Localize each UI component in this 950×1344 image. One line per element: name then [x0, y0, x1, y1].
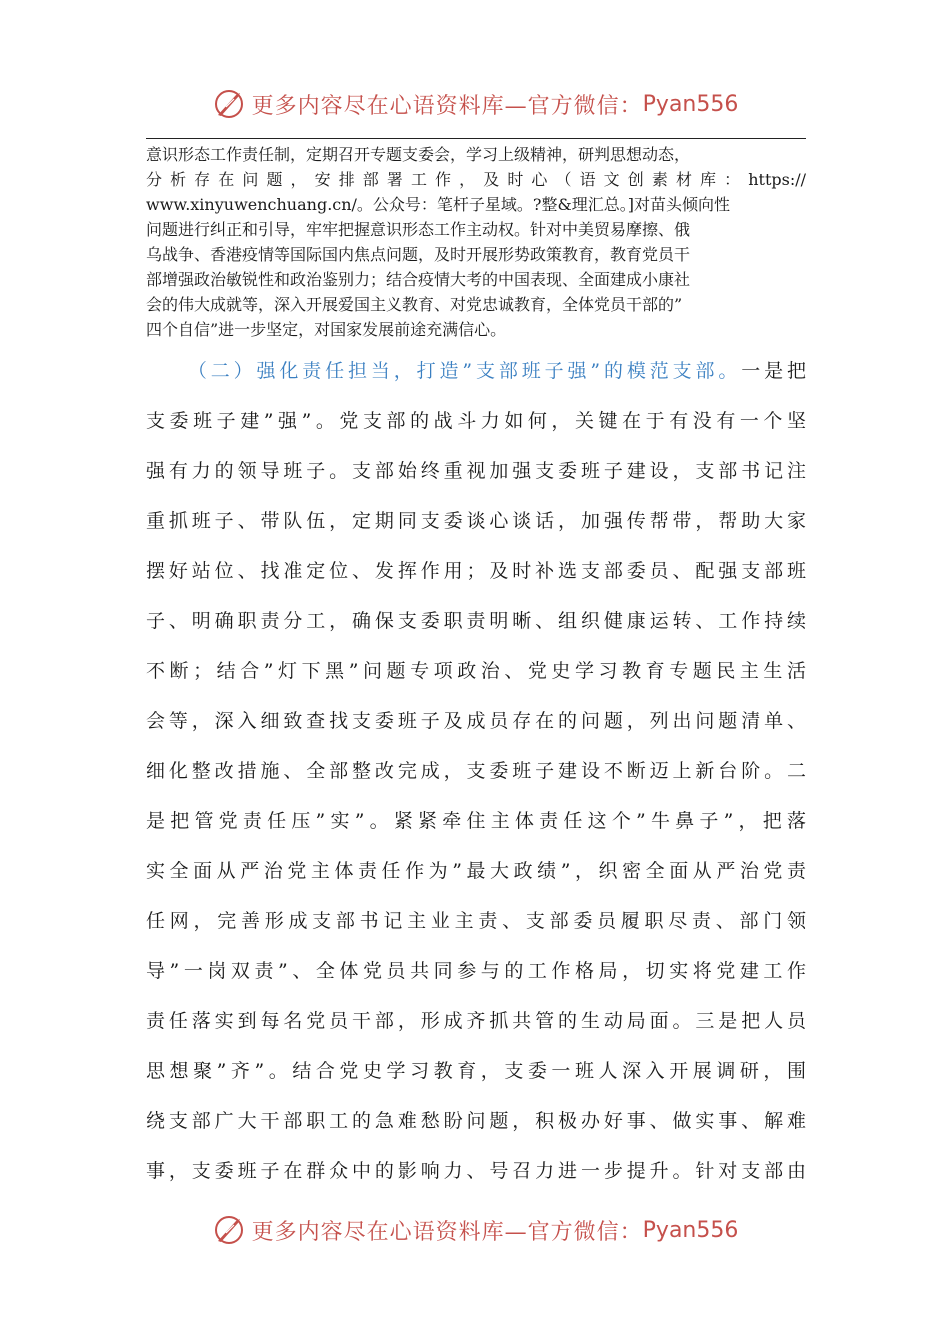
text-line: 乌战争、香港疫情等国际国内焦点问题，及时开展形势政策教育，教育党员干 — [146, 245, 691, 264]
banner-wechat-id: Pyan556 — [642, 1217, 739, 1243]
text-line: 事，支委班子在群众中的影响力、号召力进一步提升。针对支部由 — [146, 1160, 806, 1182]
text-line: 任网，完善形成支部书记主业主责、支部委员履职尽责、部门领 — [146, 910, 806, 932]
text-line: 会的伟大成就等，深入开展爱国主义教育、对党忠诚教育，全体党员干部的” — [146, 295, 683, 314]
text-line: 支委班子建”强”。党支部的战斗力如何，关键在于有没有一个坚 — [146, 410, 806, 432]
text-line: 摆好站位、找准定位、发挥作用；及时补选支部委员、配强支部班 — [146, 560, 806, 582]
text-line: 子、明确职责分工，确保支委职责明晰、组织健康运转、工作持续 — [146, 610, 806, 632]
text-line: 部增强政治敏锐性和政治鉴别力；结合疫情大考的中国表现、全面建成小康社 — [146, 270, 691, 289]
quill-logo-icon — [212, 1213, 246, 1247]
section-heading: （二）强化责任担当，打造”支部班子强”的模范支部。 — [184, 360, 742, 382]
text-line: 是把管党责任压”实”。紧紧牵住主体责任这个”牛鼻子”，把落 — [146, 810, 806, 832]
text-line: 思想聚”齐”。结合党史学习教育，支委一班人深入开展调研，围 — [146, 1060, 806, 1082]
text-line: 不断；结合”灯下黑”问题专项政治、党史学习教育专题民主生活 — [146, 660, 806, 682]
text-line: 问题进行纠正和引导，牢牢把握意识形态工作主动权。针对中美贸易摩擦、俄 — [146, 220, 691, 239]
text-line: 强有力的领导班子。支部始终重视加强支委班子建设，支部书记注 — [146, 460, 806, 482]
text-line: www.xinyuwenchuang.cn/。公众号：笔杆子星域。?整&理汇总。]对苗头倾向性 — [146, 195, 730, 214]
quill-logo-icon — [212, 87, 246, 121]
header-divider — [146, 138, 806, 139]
text-line: 重抓班子、带队伍，定期同支委谈心谈话，加强传帮带，帮助大家 — [146, 510, 806, 532]
text-line: 责任落实到每名党员干部，形成齐抓共管的生动局面。三是把人员 — [146, 1010, 806, 1032]
banner-text: 更多内容尽在心语资料库—官方微信： — [251, 93, 643, 119]
footer-banner — [0, 1210, 950, 1250]
banner-text: 更多内容尽在心语资料库—官方微信： — [251, 1219, 643, 1245]
text-line: 绕支部广大干部职工的急难愁盼问题，积极办好事、做实事、解难 — [146, 1110, 806, 1132]
heading-line-rest: 一是把 — [741, 360, 806, 382]
text-line: 导”一岗双责”、全体党员共同参与的工作格局，切实将党建工作 — [146, 960, 806, 982]
text-line: 四个自信”进一步坚定，对国家发展前途充满信心。 — [146, 320, 507, 339]
text-line: 细化整改措施、全部整改完成，支委班子建设不断迈上新台阶。二 — [146, 760, 806, 782]
text-line: 实全面从严治党主体责任作为”最大政绩”，织密全面从严治党责 — [146, 860, 806, 882]
top-paragraph — [146, 142, 806, 342]
main-paragraph — [146, 354, 806, 1204]
text-line: 分析存在问题，安排部署工作，及时心（语文创素材库：https:// — [146, 170, 806, 189]
text-line: 会等，深入细致查找支委班子及成员存在的问题，列出问题清单、 — [146, 710, 806, 732]
header-banner — [0, 84, 950, 124]
banner-wechat-id: Pyan556 — [642, 91, 739, 117]
text-line — [146, 354, 806, 404]
text-line: 意识形态工作责任制，定期召开专题支委会，学习上级精神，研判思想动态， — [146, 145, 691, 164]
